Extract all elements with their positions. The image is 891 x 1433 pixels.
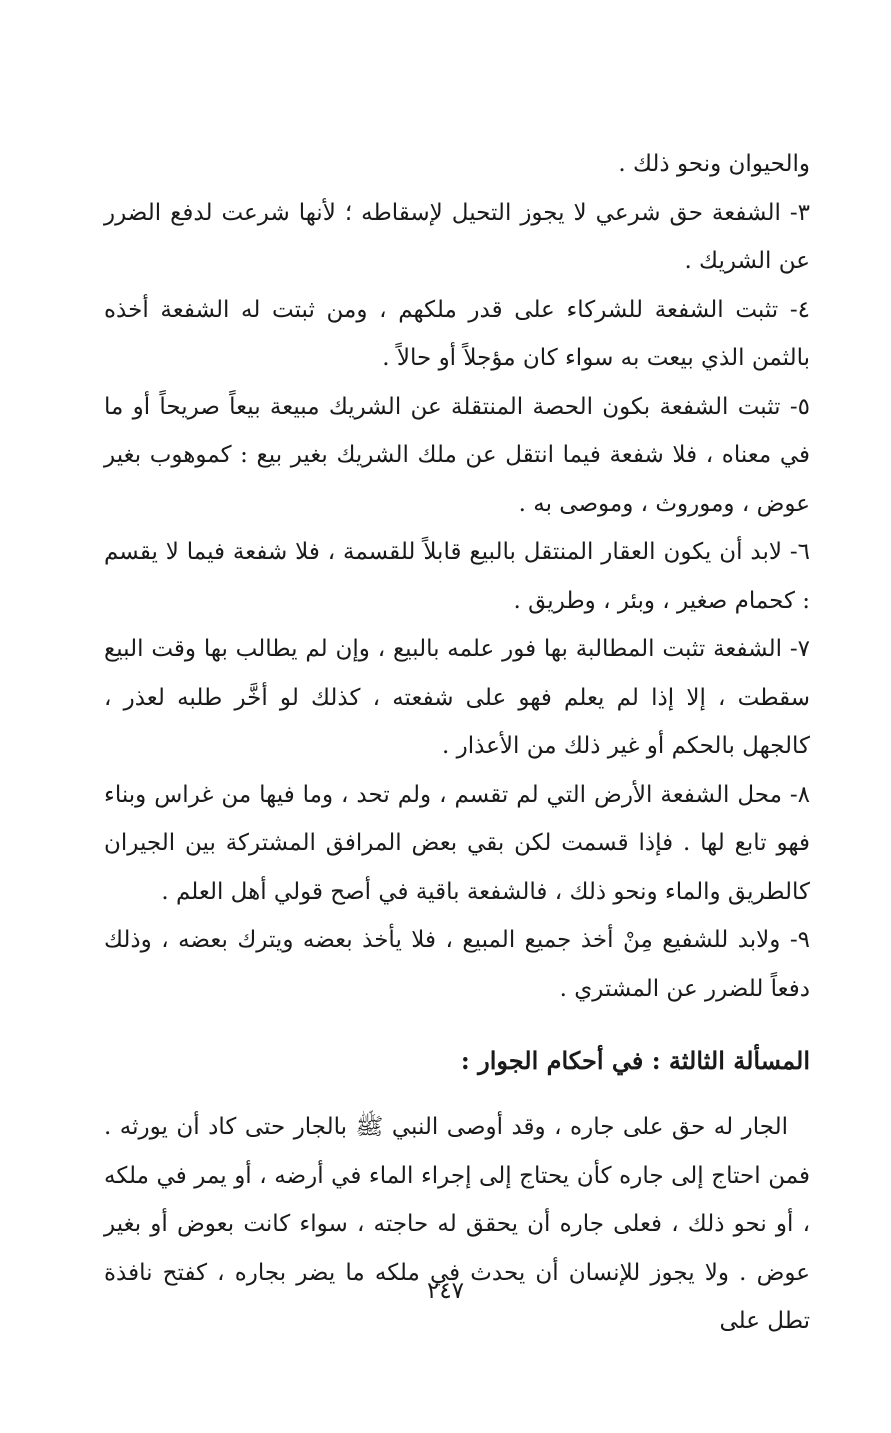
paragraph-item-5: ٥- تثبت الشفعة بكون الحصة المنتقلة عن الشريك مبيعة بيعاً صريحاً أو ما في معناه ، فلا شفعة فيما انتقل عن ملك الشريك بغير بيع : كموهوب بغير عوض ، وموروث ، وموصى به . [104, 393, 810, 517]
paragraph-item-9: ٩- ولابد للشفيع مِنْ أخذ جميع المبيع ، فلا يأخذ بعضه ويترك بعضه ، وذلك دفعاً للضرر عن المشتري . [104, 927, 810, 1002]
paragraph-item-3: ٣- الشفعة حق شرعي لا يجوز التحيل لإسقاطه ؛ لأنها شرعت لدفع الضرر عن الشريك . [104, 199, 810, 274]
paragraph-item-8: ٨- محل الشفعة الأرض التي لم تقسم ، ولم تحد ، وما فيها من غراس وبناء فهو تابع لها . فإذا قسمت لكن بقي بعض المرافق المشتركة بين الجيران كالطريق والماء ونحو ذلك ، فالشفعة باقية في أصح قولي أهل العلم . [104, 781, 810, 905]
paragraph-item-4: ٤- تثبت الشفعة للشركاء على قدر ملكهم ، ومن ثبتت له الشفعة أخذه بالثمن الذي بيعت به سواء كان مؤجلاً أو حالاً . [104, 296, 810, 371]
section-heading: المسألة الثالثة : في أحكام الجوار : [460, 1046, 810, 1075]
section-paragraph: الجار له حق على جاره ، وقد أوصى النبي ﷺ بالجار حتى كاد أن يورثه . فمن احتاج إلى جاره كأن يحتاج إلى إجراء الماء في أرضه ، أو يمر في ملكه ، أو نحو ذلك ، فعلى جاره أن يحقق له حاجته ، سواء كانت بعوض أو بغير عوض . ولا يجوز للإنسان أن يحدث في ملكه ما يضر بجاره ، كفتح نافذة تطل على [104, 1114, 810, 1334]
paragraph-continuation: والحيوان ونحو ذلك . [618, 151, 810, 177]
paragraph-item-7: ٧- الشفعة تثبت المطالبة بها فور علمه بالبيع ، وإن لم يطالب بها وقت البيع سقطت ، إلا إذا لم يعلم فهو على شفعته ، كذلك لو أخَّر طلبه لعذر ، كالجهل بالحكم أو غير ذلك من الأعذار . [104, 636, 810, 759]
page-number: ٢٤٧ [426, 1278, 465, 1304]
page-text [104, 140, 810, 1346]
paragraph-item-6: ٦- لابد أن يكون العقار المنتقل بالبيع قابلاً للقسمة ، فلا شفعة فيما لا يقسم : كحمام صغير ، وبئر ، وطريق . [104, 539, 810, 614]
